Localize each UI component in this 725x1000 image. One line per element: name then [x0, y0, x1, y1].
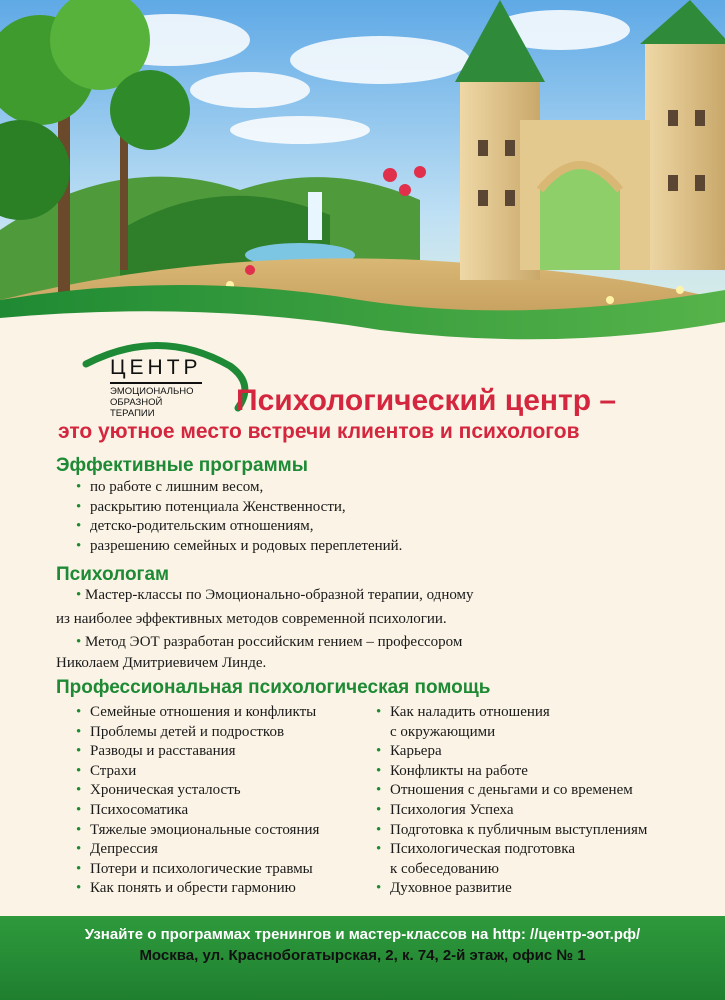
list-item: • Семейные отношения и конфликты	[76, 703, 319, 723]
bullet-icon: •	[376, 762, 382, 779]
help-heading: Профессиональная психологическая помощь	[56, 677, 491, 698]
bullet-icon: •	[76, 821, 82, 838]
bullet-icon: •	[76, 479, 82, 495]
list-item: • Хроническая усталость	[76, 781, 319, 801]
footer-website-line[interactable]: Узнайте о программах тренингов и мастер-классов на http: //центр-эот.рф/	[84, 926, 641, 943]
bullet-icon: •	[376, 880, 382, 897]
list-item: • Как наладить отношения	[376, 703, 647, 723]
bullet-icon: •	[76, 704, 82, 720]
footer-address-line: Москва, ул. Краснобогатырская, 2, к. 74, 2-й этаж, офис № 1	[139, 947, 586, 964]
list-item: • Духовное развитие	[376, 879, 647, 899]
list-item: • Как понять и обрести гармонию	[76, 879, 319, 899]
logo-title: ЦЕНТР	[110, 356, 202, 379]
bullet-icon: •	[76, 880, 82, 897]
list-item: • Карьера	[376, 742, 647, 762]
list-item: • Отношения с деньгами и со временем	[376, 781, 647, 801]
list-item: • Проблемы детей и подростков	[76, 723, 319, 743]
list-item: • разрешению семейных и родовых переплетений.	[76, 537, 402, 557]
list-item: • Психосоматика	[76, 801, 319, 821]
bullet-icon: •	[76, 782, 82, 799]
list-item: • Тяжелые эмоциональные состояния	[76, 821, 319, 841]
list-item: • по работе с лишним весом,	[76, 478, 402, 498]
page-title: Психологический центр –	[236, 384, 617, 417]
page-subtitle: это уютное место встречи клиентов и психологов	[58, 420, 580, 443]
list-item: • раскрытию потенциала Женственности,	[76, 498, 402, 518]
help-list-right	[376, 703, 647, 899]
list-item: • Потери и психологические травмы	[76, 860, 319, 880]
bullet-icon: •	[76, 498, 82, 515]
list-item: • Подготовка к публичным выступлениям	[376, 821, 647, 841]
list-item: • Депрессия	[76, 840, 319, 860]
list-item-continuation: к собеседованию	[390, 860, 499, 877]
psychologists-paragraph-1-cont: из наиболее эффективных методов современной психологии.	[56, 611, 447, 627]
bullet-icon: •	[76, 860, 82, 877]
bullet-icon: •	[76, 801, 82, 818]
bullet-icon: •	[376, 704, 382, 720]
bullet-icon: •	[76, 587, 82, 603]
list-item-continuation: с окружающими	[390, 723, 496, 740]
psychologists-paragraph-1: • Мастер-классы по Эмоционально-образной терапии, одному	[76, 587, 474, 603]
bullet-icon: •	[76, 743, 82, 760]
bullet-icon: •	[76, 841, 82, 858]
programs-list	[76, 478, 402, 556]
bullet-icon: •	[76, 634, 82, 650]
list-item: • Конфликты на работе	[376, 762, 647, 782]
logo-divider	[110, 382, 202, 384]
programs-heading: Эффективные программы	[56, 455, 308, 476]
list-item: • Страхи	[76, 762, 319, 782]
psychologists-heading: Психологам	[56, 564, 170, 585]
bullet-icon: •	[76, 537, 82, 554]
bullet-icon: •	[76, 723, 82, 740]
help-list-left	[76, 703, 319, 899]
bullet-icon: •	[376, 821, 382, 838]
list-item: • Разводы и расставания	[76, 742, 319, 762]
bullet-icon: •	[376, 782, 382, 799]
bullet-icon: •	[376, 743, 382, 760]
list-item: • Психология Успеха	[376, 801, 647, 821]
logo-subtitle: ЭМОЦИОНАЛЬНО ОБРАЗНОЙ ТЕРАПИИ	[110, 386, 194, 419]
list-item: • детско-родительским отношениям,	[76, 517, 402, 537]
bullet-icon: •	[76, 762, 82, 779]
psychologists-paragraph-2-cont: Николаем Дмитриевичем Линде.	[56, 655, 267, 671]
list-item: • Психологическая подготовка	[376, 840, 647, 860]
psychologists-paragraph-2: • Метод ЭОТ разработан российским гением – профессором	[76, 634, 463, 650]
castle-landscape-image	[0, 0, 725, 360]
hero-illustration	[0, 0, 725, 360]
bullet-icon: •	[76, 518, 82, 535]
bullet-icon: •	[376, 801, 382, 818]
bullet-icon: •	[376, 841, 382, 858]
